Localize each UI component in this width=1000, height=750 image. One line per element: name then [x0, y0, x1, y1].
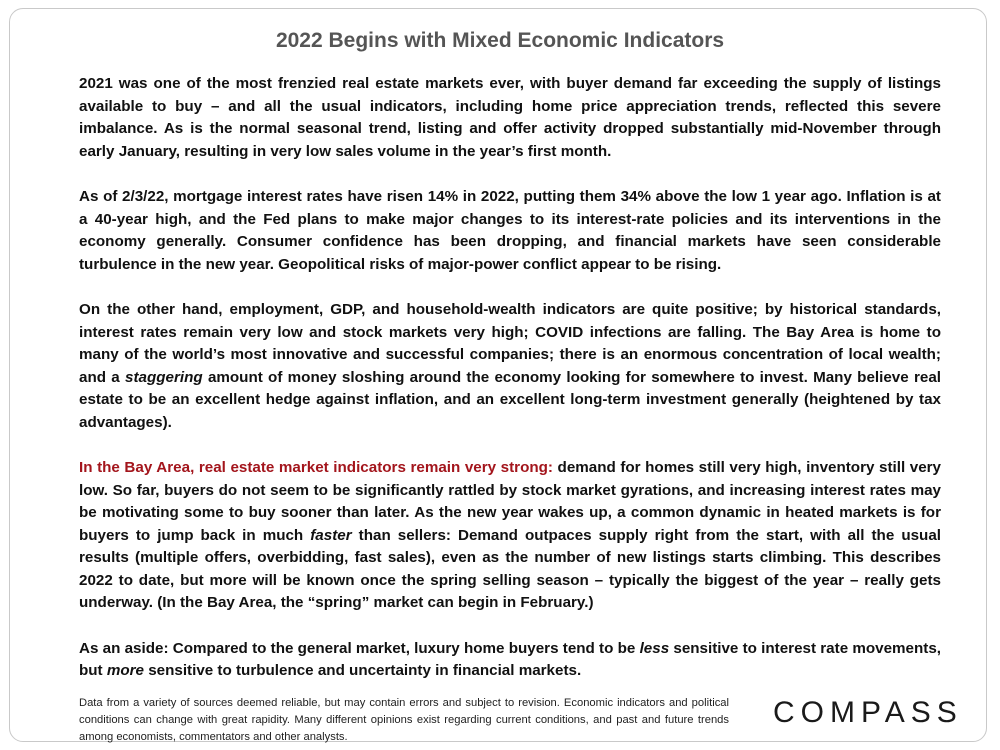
paragraph-4-text-b: than sellers: Demand outpaces supply right from the start, with all the usual results (multiple offers, overbidding, fast sales), even as the number of new listings starts climbing. This describes 2022 to date, but more will be known once the spring selling season – typically the biggest of the year – really gets underway. (In the Bay Area, the “spring” market can begin in February.)	[79, 526, 941, 611]
paragraph-5-emphasis-2: more	[106, 662, 144, 679]
paragraph-3	[79, 299, 941, 434]
paragraph-1: 2021 was one of the most frenzied real estate markets ever, with buyer demand far exceeding the supply of listings available to buy – and all the usual indicators, including home price appreciation trends, reflected this severe imbalance. As is the normal seasonal trend, listing and offer activity dropped substantially mid-November through early January, resulting in very low sales volume in the year’s first month.	[79, 75, 941, 160]
compass-logo: COMPASS	[773, 696, 963, 729]
paragraph-4-text-a: demand for homes still very high, inventory still very low. So far, buyers do not seem to be significantly rattled by stock market gyrations, and increasing interest rates may be motivating some to buy sooner than later. As the new year wakes up, a common dynamic in heated markets is for buyers to jump back in much	[79, 459, 942, 544]
paragraph-5-emphasis-1: less	[639, 639, 670, 657]
paragraph-3-text-a: On the other hand, employment, GDP, and household-wealth indicators are quite positive; by historical standards, interest rates remain very low and stock markets very high; COVID infections are falling. The Bay Area is home to many of the world’s most innovative and successful companies; there is an enormous concentration of local wealth; and a	[79, 301, 941, 386]
slide-frame	[9, 8, 987, 742]
paragraph-3-text-b: amount of money sloshing around the economy looking for somewhere to invest. Many believe real estate to be an excellent hedge against inflation, and an excellent long-term investment generally (heightened by tax advantages).	[79, 368, 941, 431]
paragraph-5-text-a: As an aside: Compared to the general market, luxury home buyers tend to be	[79, 639, 640, 657]
disclaimer-footnote: Data from a variety of sources deemed reliable, but may contain errors and subject to revision. Economic indicators and political conditions can change with great rapidity. Many different opinions exist regarding current conditions, and past and future trends among economists, commentators and other analysts.	[79, 697, 729, 743]
paragraph-4-highlight: In the Bay Area, real estate market indicators remain very strong:	[79, 459, 553, 476]
body-text	[79, 73, 941, 706]
paragraph-4	[79, 457, 941, 615]
paragraph-4-emphasis: faster	[310, 526, 352, 544]
page-title: 2022 Begins with Mixed Economic Indicators	[275, 29, 725, 52]
paragraph-5	[79, 638, 941, 683]
paragraph-2: As of 2/3/22, mortgage interest rates have risen 14% in 2022, putting them 34% above the low 1 year ago. Inflation is at a 40-year high, and the Fed plans to make major changes to its interest-rate policies and its interventions in the economy generally. Consumer confidence has been dropping, and financial markets have seen considerable turbulence in the new year. Geopolitical risks of major-power conflict appear to be rising.	[79, 188, 941, 273]
paragraph-5-text-c: sensitive to turbulence and uncertainty in financial markets.	[143, 662, 582, 679]
paragraph-5-text-b: sensitive to interest rate movements, but	[79, 639, 941, 679]
paragraph-3-emphasis: staggering	[125, 368, 203, 386]
